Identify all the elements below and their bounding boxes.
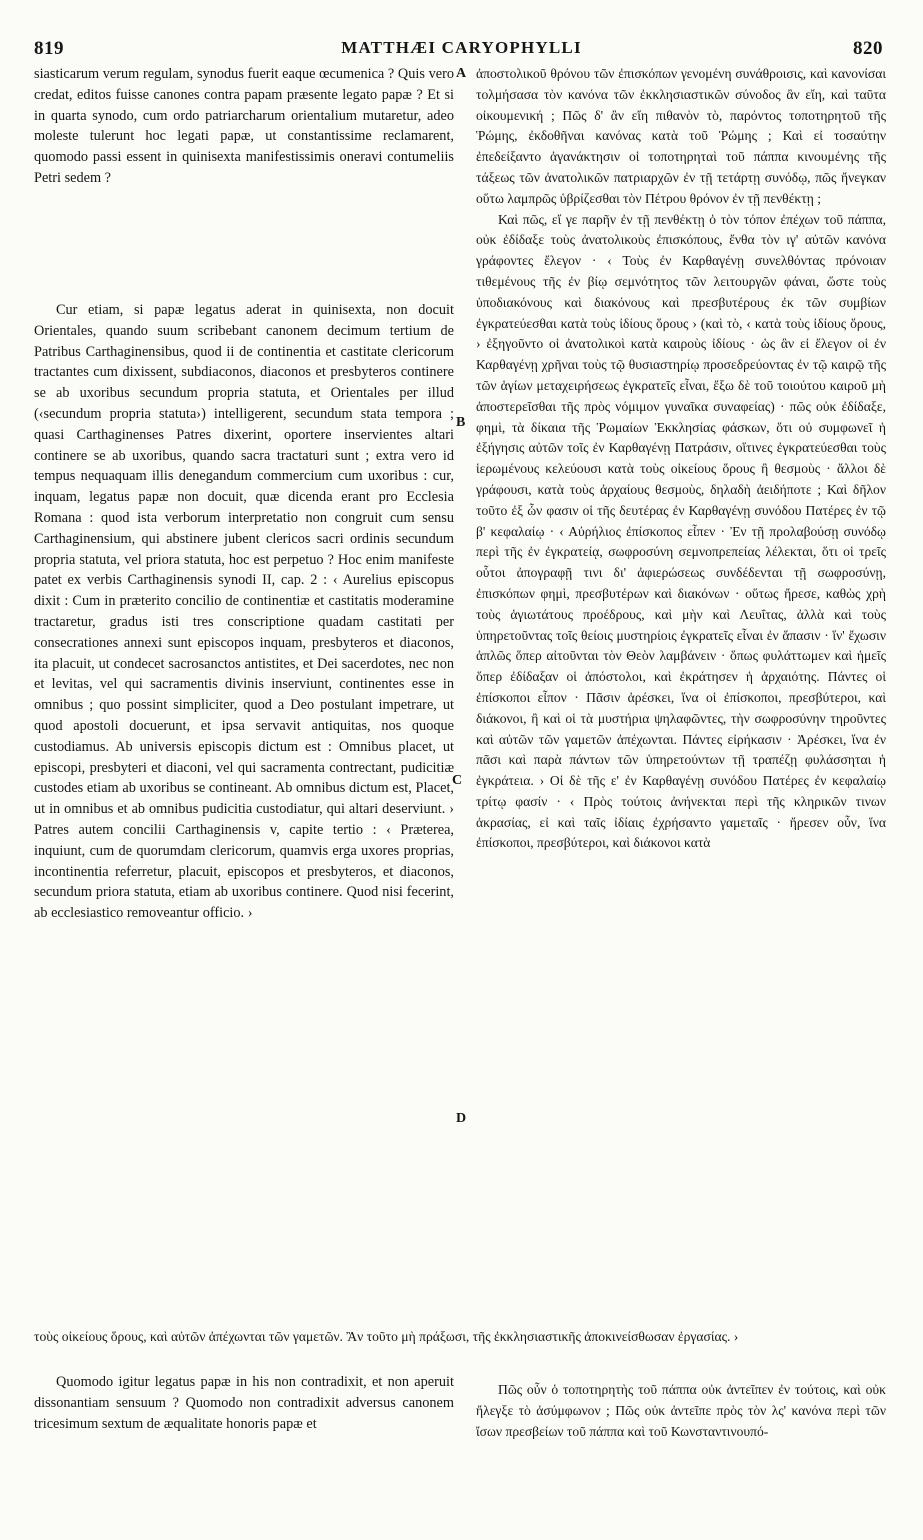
margin-letter-d: D bbox=[456, 1111, 467, 1126]
latin-paragraph-3: Quomodo igitur legatus papæ in his non contradixit, et non aperuit dissonantiam sensuum ? Quomodo non contradixit adversus canonem tricesimum sextum de æqualitate honoris papæ et bbox=[34, 1374, 454, 1432]
greek-paragraph-1: ἀποστολικοῦ θρόνου τῶν ἐπισκόπων γενομένη συνάθροισις, καὶ κανονίσαι τολμήσασα τὸν κανόνα τῶν ἐκκλησιαστικῶν σύνοδος ἂν εἴη, καὶ ταῦτα οἰκουμενική ; Πῶς δ' ἂν εἴη πιθανὸν τὸ, παρόντος τοποτηρητοῦ τῆς Ῥώμης, ἐκδοθῆναι κανόνας κατὰ τοῦ Ῥώμης ; Καὶ εἰ τοσαύτην ἐπεδείξαντο ἀγανάκτησιν οἱ τοποτηρηταὶ τοῦ πάππα κινουμένης τῆς τάξεως τῶν ἀνατολικῶν πατριαρχῶν ἐν τῇ τετάρτῃ συνόδῳ, πῶς ἤνεγκαν οὕτω λαμπρῶς ὑβρίζεσθαι τὸν Πέτρου θρόνον ἐν τῇ πενθέκτῃ ; bbox=[476, 66, 886, 206]
greek-paragraph-2: Καὶ πῶς, εἴ γε παρῆν ἐν τῇ πενθέκτῃ ὁ τὸν τόπον ἐπέχων τοῦ πάππα, οὐκ ἐδίδαξε τοὺς ἀνατολικοὺς ἐπισκόπους, ἔνθα τὸν ιγ' αὐτῶν κανόνα γράφοντες ἔλεγον · ‹ Τοὺς ἐν Καρθαγένῃ συνελθόντας πρόνοιαν τιθεμένους τῆς ἐν βίῳ σεμνότητος τῶν λειτουργῶν φάναι, ὥστε τοὺς ὑποδιακόνους καὶ διακόνους καὶ πρεσβυτέρους ἐκ τῶν συμβίων ἐγκρατεύεσθαι κατὰ τοὺς ἰδίους ὅρους › (καὶ τὸ, ‹ κατὰ τοὺς ἰδίους ὅρους, › ἐξηγοῦντο οἱ ἀνατολικοὶ κατὰ καιροὺς ἰδίους · ὡς ἂν εἰ ἔλεγον οἱ ἐν Καρθαγένῃ χρῆναι τοὺς τῷ θυσιαστηρίῳ προσεδρεύοντας ἐν τῷ καιρῷ τῆς τῶν ἁγίων μεταχειρήσεως ἐγκρατεῖς εἶναι, ἔξω δὲ τοῦ τοιούτου καιροῦ μὴ ἀποστερεῖσθαι τῆς πρὸς νόμιμον γυναῖκα συναφείας) · πῶς οὐκ ἐδίδαξε, φημὶ, τὰ δίκαια τῆς Ῥωμαίων Ἐκκλησίας φάσκων, ὅτι οὐ συμφωνεῖ ἡ ἐξήγησις αὐτῶν τοῖς ἐν Καρθαγένῃ Πατράσιν, οἵτινες ἐγκρατεύεσθαι τοὺς ἱερωμένους κελεύουσι κατὰ τοὺς οἰκείους ὅρους ἢ θεσμοὺς · ἄλλοι δὲ γράφουσι, κατὰ τοὺς ἀρχαίους θεσμοὺς, δηλαδὴ ἀειδήποτε ; Καὶ δῆλον τοῦτο ἐξ ὧν φασιν οἱ τῆς δευτέρας ἐν Καρθαγένῃ συνόδου Πατέρες ἐν τῷ β' κεφαλαίῳ · ‹ Αὐρήλιος ἐπίσκοπος εἶπεν · Ἐν τῇ προλαβούσῃ συνόδῳ περὶ τῆς ἐν ἐγκρατείᾳ, σωφροσύνη σεμνοπρεπείας λέλεκται, ὅτι οἱ τρεῖς οὗτοι ἀπογραφῇ τινι δι' ἀφιερώσεως συνδέδενται τῇ σωφροσύνῃ, ἐπισκόπων φημὶ, πρεσβυτέρων καὶ διακόνων · οὕτως ἤρεσε, καθὼς χρὴ τοὺς ἁγιωτάτους προέδρους, καὶ μὴν καὶ Λευΐτας, ἀλλὰ καὶ τοὺς ὑπηρετοῦντας τοῖς θείοις μυστηρίοις ἐγκρατεῖς εἶναι ἐν ἅπασιν · ἵν' ἔχωσιν ἁπλῶς ὅπερ αἰτοῦνται τὸν Θεὸν λαμβάνειν · ὅπως φυλάττωμεν καὶ ἡμεῖς ὅπερ ἐδίδαξαν οἱ ἀπόστολοι, καὶ ἐκράτησεν ἡ ἀρχαιότης. Πάντες οἱ ἐπίσκοποι εἶπον · Πᾶσιν ἀρέσκει, ἵνα οἱ ἐπίσκοποι, πρεσβύτεροι, καὶ διάκονοι, ἢ καὶ οἱ τὰ μυστήρια ψηλαφῶντες, τὴν σωφροσύνην τηροῦντες καὶ αὐτῶν τῶν γαμετῶν ἀπέχωνται. Πάντες εἰρήκασιν · Ἀρέσκει, ἵνα ἐν πᾶσι καὶ παρὰ πάντων τῶν ὑπηρετούντων τῇ τραπέζῃ φυλάσσηται ἡ ἐγκράτεια. › Οἱ δὲ τῆς ε' ἐν Καρθαγένῃ συνόδου Πατέρες ἐν κεφαλαίῳ τρίτῳ φασίν · ‹ Πρὸς τούτοις ἀνήνεκται περὶ τῆς κληρικῶν τινων ἀκρασίας, εἰ καὶ ταῖς ἰδίαις ἐχρήσαντο γαμεταῖς · ἤρεσεν οὖν, ἵνα ἐπίσκοποι, πρεσβύτεροι, καὶ διάκονοι κατὰ bbox=[476, 211, 886, 851]
greek-spanning-lines: τοὺς οἰκείους ὅρους, καὶ αὐτῶν ἀπέχωνται τῶν γαμετῶν. Ἂν τοῦτο μὴ πράξωσι, τῆς ἐκκλησιαστικῆς ἀποκινείσθωσαν ἐργασίας. › bbox=[34, 1329, 739, 1344]
latin-column-bottom bbox=[34, 1372, 454, 1434]
latin-column-main bbox=[34, 300, 454, 924]
greek-paragraph-3: Πῶς οὖν ὁ τοποτηρητὴς τοῦ πάππα οὐκ ἀντεῖπεν ἐν τούτοις, καὶ οὐκ ἤλεγξε τὸ ἀσύμφωνον ; Πῶς οὐκ ἀντεῖπε πρὸς τὸν λς' κανόνα περὶ τῶν ἴσων πρεσβείων τοῦ πάππα καὶ τοῦ Κωνσταντινουπό- bbox=[476, 1382, 886, 1439]
margin-letter-a: A bbox=[456, 66, 467, 81]
page-number-right: 820 bbox=[853, 38, 883, 59]
margin-letter-c: C bbox=[452, 773, 463, 788]
latin-column-top bbox=[34, 64, 454, 189]
greek-column-main bbox=[476, 64, 886, 854]
greek-column-bottom bbox=[476, 1380, 886, 1442]
latin-paragraph-2: Cur etiam, si papæ legatus aderat in quinisexta, non docuit Orientales, quando suum scribebant canonem decimum tertium de Patribus Carthaginensibus, quod ii de continentia et castitate clericorum tractantes cum dixissent, subdiaconos, diaconos et presbyteros continere se ab uxoribus secundum propria statuta, et Orientales per illud (‹secundum propria statuta›) intelligerent, secundum stata tempora ; quasi Carthaginenses Patres dixerint, oportere inservientes altari continere se ab uxoribus, quando sacra tractaturi sunt ; extra vero id tempus nequaquam illis denegandum commercium cum uxoribus : cur, inquam, legatus papæ non docuit, quæ dicenda erant pro Ecclesia Romana : quod ista verborum interpretatio non congruit cum sensu Carthaginensium, qui abstinere jubent clericos sacri ordinis secundum propria statuta, vel priora statuta, hoc est perpetuo ? Hoc enim manifeste patet ex verbis Carthaginensis synodi II, cap. 2 : ‹ Aurelius episcopus dixit : Cum in præterito concilio de continentiæ et castitatis moderamine tractaretur, gradus isti tres conscriptione quadam castitati per consecrationes annexi sunt episcopos inquam, presbyteros et diaconos, ita placuit, ut condecet sacrosanctos antistites, et Dei sacerdotes, nec non et levitas, vel qui sacramentis divinis inserviunt, continentes esse in omnibus ; quo possint simpliciter, quod a Deo postulant impetrare, ut quod apostoli docuerunt, et ipsa servavit antiquitas, nos quoque custodiamus. Ab universis episcopis dictum est : Omnibus placet, ut episcopi, presbyteri et diaconi, vel qui sacramenta contrectant, pudicitiæ custodes etiam ab uxoribus se contineant. Ab omnibus dictum est, Placet, ut in omnibus et ab omnibus pudicitia custodiatur, qui altari deserviunt. › Patres autem concilii Carthaginensis v, capite tertio : ‹ Præterea, inquiunt, cum de quorumdam clericorum, quamvis erga uxores proprias, incontinentia referretur, placuit, episcopos et presbyteros, et diaconos, secundum priora statuta, etiam ab uxoribus continere. Quod nisi fecerint, ab ecclesiastico removeantur officio. › bbox=[34, 302, 454, 922]
latin-paragraph-1: siasticarum verum regulam, synodus fuerit eaque œcumenica ? Quis vero credat, editos fuisse canones contra papam præsente legato papæ ? Et si in quarta synodo, cum ordo patriarcharum orientalium mutaretur, adeo moleste tulerunt hoc legati papæ, ut constantissime reclamarent, quomodo passi essent in quinisexta manifestissimis oneravi contumeliis Petri sedem ? bbox=[34, 66, 454, 186]
running-title: MATTHÆI CARYOPHYLLI bbox=[341, 38, 582, 57]
margin-letter-b: B bbox=[456, 415, 466, 430]
page-number-left: 819 bbox=[34, 38, 64, 59]
